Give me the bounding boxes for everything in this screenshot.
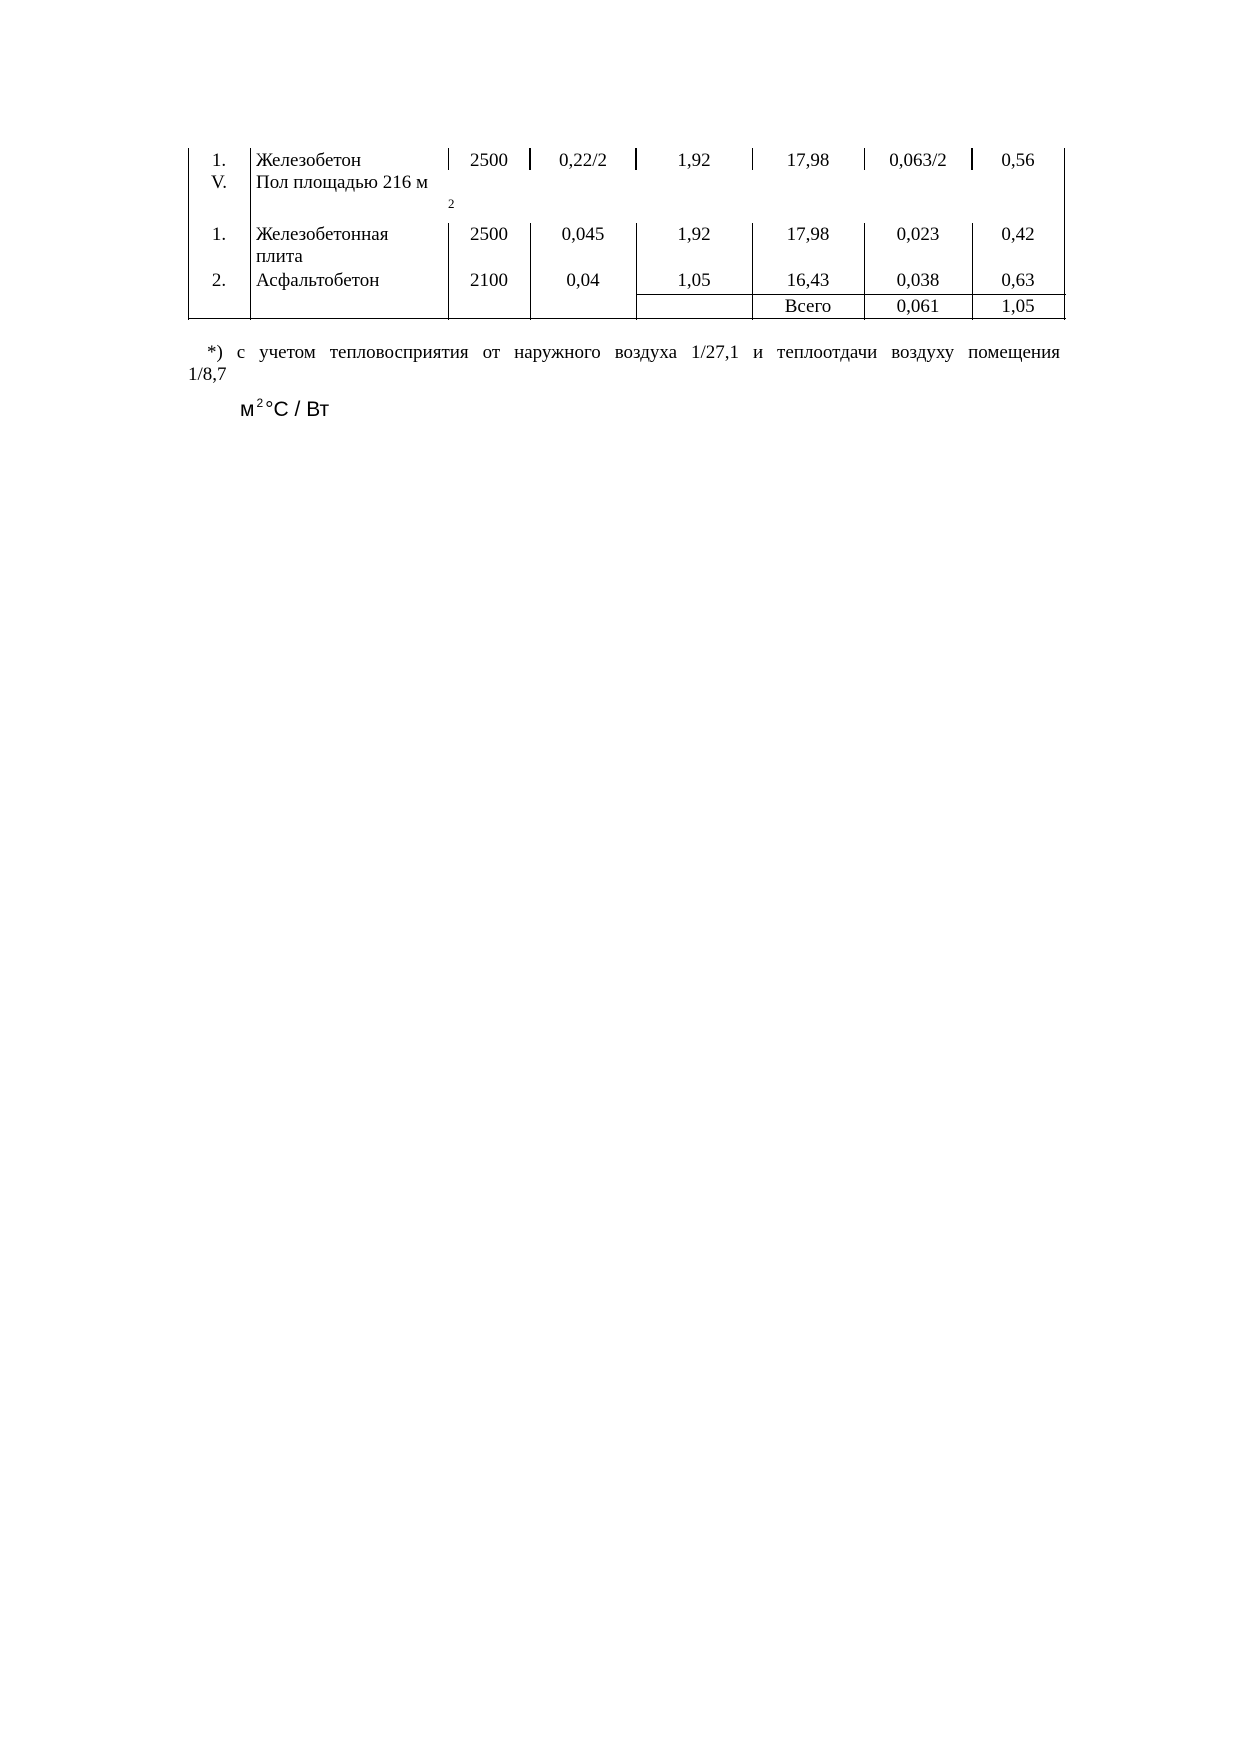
row1-thickness: 0,22/2 xyxy=(558,150,608,171)
footnote-line1: *) с учетом тепловосприятия от наружного воздуха 1/27,1 и теплоотдачи воздуху помещения xyxy=(207,342,1060,363)
row2-section-title: Пол площадью 216 м xyxy=(256,172,428,193)
row3-inertia: 0,42 xyxy=(1001,224,1035,245)
row1-conductivity: 1,92 xyxy=(677,150,711,171)
row3-resistance: 0,023 xyxy=(896,224,940,245)
row2-section-title-sup: 2 xyxy=(448,196,455,211)
row4-density: 2100 xyxy=(470,270,508,291)
footnote-text xyxy=(188,342,1060,364)
row4-resistance: 0,038 xyxy=(896,270,940,291)
unit-rest: °C / Вт xyxy=(265,398,330,421)
row3-num: 1. xyxy=(211,224,227,245)
row4-absorption: 16,43 xyxy=(786,270,830,291)
row4-num: 2. xyxy=(211,270,227,291)
row4-conductivity: 1,05 xyxy=(677,270,711,291)
col-divider-num xyxy=(250,148,251,320)
thermal-table xyxy=(188,148,1066,320)
row1-density: 2500 xyxy=(470,150,508,171)
row1-num: 1. xyxy=(211,150,227,171)
unit-superscript: 2 xyxy=(256,396,264,410)
total-row-top-border xyxy=(636,294,1066,295)
unit-base: м xyxy=(240,398,255,421)
row1-absorption: 17,98 xyxy=(786,150,830,171)
row3-conductivity: 1,92 xyxy=(677,224,711,245)
row4-name: Асфальтобетон xyxy=(256,270,380,291)
total-resistance: 0,061 xyxy=(896,296,940,317)
row3-thickness: 0,045 xyxy=(561,224,605,245)
total-label: Всего xyxy=(784,296,832,317)
total-inertia: 1,05 xyxy=(1001,296,1035,317)
row3-density: 2500 xyxy=(470,224,508,245)
row1-name: Железобетон xyxy=(256,150,362,171)
row4-inertia: 0,63 xyxy=(1001,270,1035,291)
row3-name-line2: плита xyxy=(256,246,303,267)
footnote-line2: 1/8,7 xyxy=(188,364,227,385)
row1-resistance: 0,063/2 xyxy=(889,150,947,171)
row4-thickness: 0,04 xyxy=(566,270,600,291)
row3-absorption: 17,98 xyxy=(786,224,830,245)
row3-name: Железобетонная xyxy=(256,224,389,245)
row2-num: V. xyxy=(210,172,228,193)
table-bottom-border xyxy=(188,318,1066,319)
row1-inertia: 0,56 xyxy=(1001,150,1035,171)
footnote-unit xyxy=(240,390,329,423)
